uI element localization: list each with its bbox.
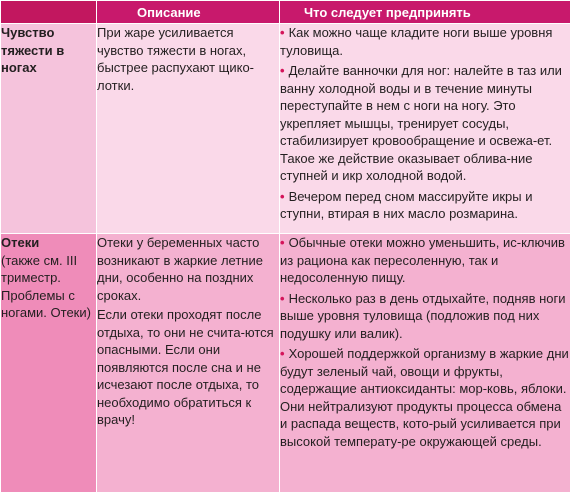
action-item (280, 290, 570, 343)
condition-note: (также см. III триместр. Проблемы с ногами. Отеки) (1, 252, 96, 322)
description-cell (97, 24, 280, 234)
condition-title: Отеки (1, 234, 96, 252)
header-action: Что следует предпринять (280, 1, 570, 24)
description-cell (97, 234, 280, 493)
action-text: Несколько раз в день отдыхайте, подняв ноги выше уровня туловища (подложив под них подушку или валик). (280, 291, 566, 341)
bullet-icon: • (280, 25, 285, 40)
bullet-icon: • (280, 235, 285, 250)
header-description: Описание (97, 1, 280, 24)
action-text: Вечером перед сном массируйте икры и ступни, втирая в них масло розмарина. (280, 189, 532, 222)
action-text: Обычные отеки можно уменьшить, ис-ключив из рациона как пересоленную, так и недосоленную пищу. (280, 235, 565, 285)
action-item (280, 345, 570, 450)
bullet-icon: • (280, 63, 285, 78)
description-text: Отеки у беременных часто возникают в жаркие летние дни, особенно на поздних сроках. (97, 234, 279, 304)
action-cell (280, 24, 570, 234)
bullet-icon: • (280, 346, 285, 361)
table-header-row (1, 1, 570, 24)
action-text: Как можно чаще кладите ноги выше уровня туловища. (280, 25, 552, 58)
action-text: Хорошей поддержкой организму в жаркие дни будут зеленый чай, овощи и фрукты, содержащие антиоксиданты: мор-ковь, яблоки. Они нейтрализуют продукты процесса обмена и распада веществ, кото-рый усиливается при высокой температу-ре окружающей среды. (280, 346, 569, 449)
condition-title: Чувство тяжести в ногах (1, 24, 96, 77)
header-condition (1, 1, 97, 24)
table-row (1, 24, 570, 234)
action-item (280, 234, 570, 287)
action-text: Делайте ванночки для ног: налейте в таз или ванну холодной воды и в течение минуты переступайте в нем с ноги на ногу. Это укрепляет мышцы, тренирует сосуды, стабилизирует кровообращение и освежа-ет. Такое же действие оказывает облива-ние ступней и икр холодной водой. (280, 63, 562, 183)
bullet-icon: • (280, 189, 285, 204)
action-cell (280, 234, 570, 493)
table-row (1, 234, 570, 493)
description-text: Если отеки проходят после отдыха, то они не счита-ются опасными. Если они появляются после сна и не исчезают после отдыха, то необходимо обратиться к врачу! (97, 306, 279, 429)
description-text: При жаре усиливается чувство тяжести в ногах, быстрее распухают щико-лотки. (97, 24, 279, 94)
condition-cell (1, 24, 97, 234)
condition-cell (1, 234, 97, 493)
action-item (280, 188, 570, 223)
action-item (280, 62, 570, 185)
action-item (280, 24, 570, 59)
bullet-icon: • (280, 291, 285, 306)
